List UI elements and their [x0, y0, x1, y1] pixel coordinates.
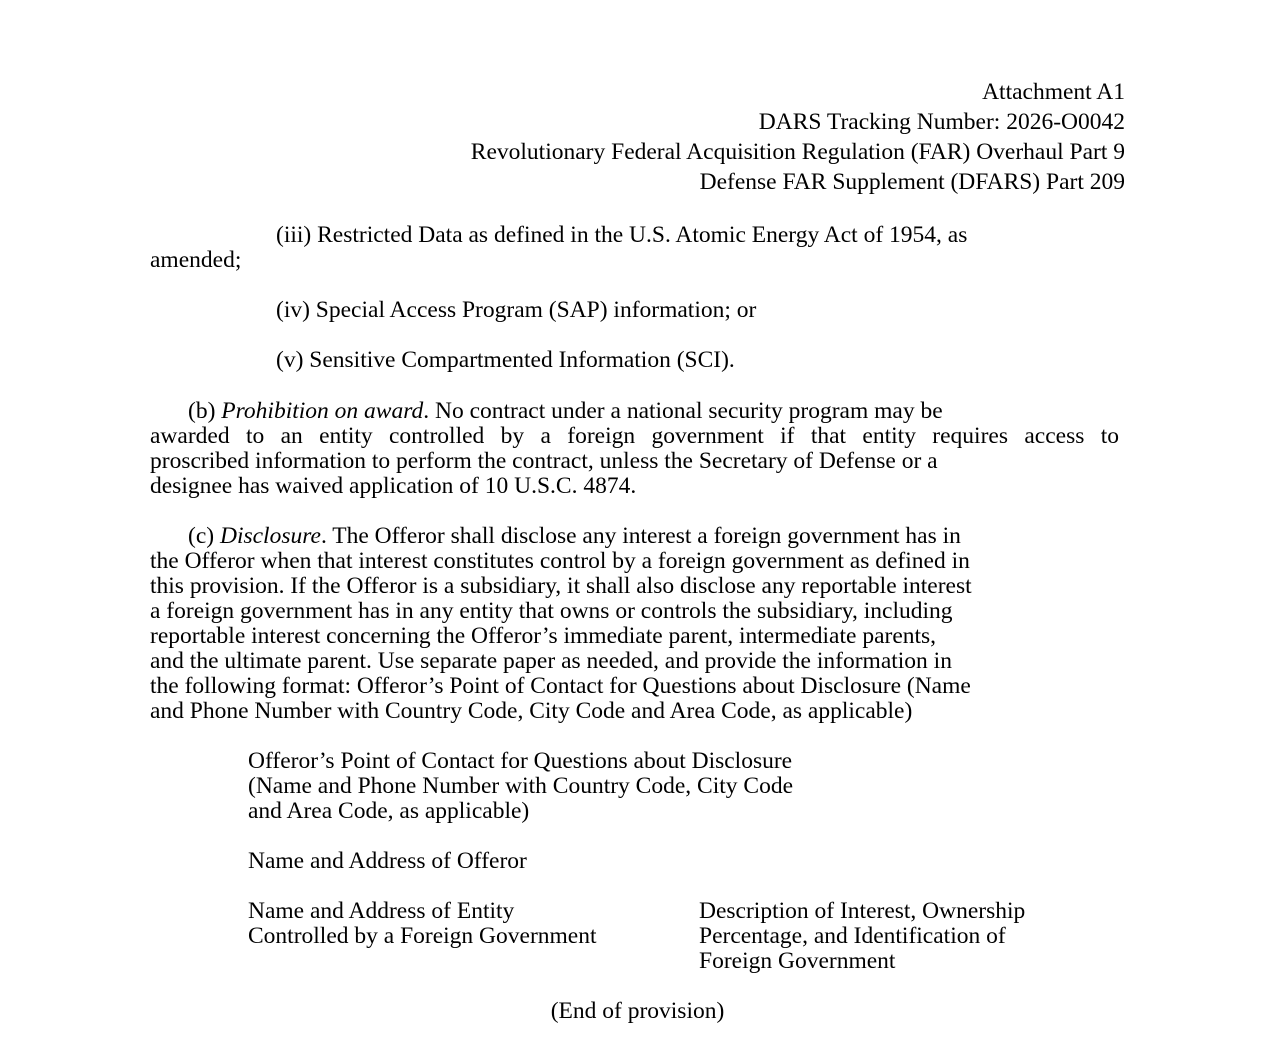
attachment-label: Attachment A1 — [982, 79, 1125, 105]
poc-label-line-3: and Area Code, as applicable) — [248, 798, 530, 824]
offeror-name-address-label: Name and Address of Offeror — [248, 848, 527, 874]
para-c-label: (c) — [188, 523, 220, 549]
para-c-line-8: and Phone Number with Country Code, City Code and Area Code, as applicable) — [150, 698, 913, 724]
para-c-line-1 — [188, 525, 961, 549]
para-c-line-2: the Offeror when that interest constitutes control by a foreign government as defined in — [150, 548, 970, 574]
item-iii-line-1: (iii) Restricted Data as defined in the U.S. Atomic Energy Act of 1954, as — [276, 222, 968, 248]
end-of-provision: (End of provision) — [550, 998, 725, 1024]
para-c-line-5: reportable interest concerning the Offeror’s immediate parent, intermediate parents, — [150, 623, 937, 649]
description-label-line-1: Description of Interest, Ownership — [699, 898, 1026, 924]
para-c-line-4: a foreign government has in any entity that owns or controls the subsidiary, including — [150, 598, 953, 624]
para-c-line-1-rest: . The Offeror shall disclose any interest a foreign government has in — [320, 523, 961, 549]
para-b-line-3: proscribed information to perform the contract, unless the Secretary of Defense or a — [150, 448, 938, 474]
dfars-part: Defense FAR Supplement (DFARS) Part 209 — [699, 169, 1125, 195]
para-c-heading: Disclosure — [219, 523, 321, 549]
entity-label-line-1: Name and Address of Entity — [248, 898, 515, 924]
para-b-line-2: awarded to an entity controlled by a foreign government if that entity requires access to — [150, 423, 1119, 449]
item-v: (v) Sensitive Compartmented Information (SCI). — [276, 347, 735, 373]
para-c-line-3: this provision. If the Offeror is a subsidiary, it shall also disclose any reportable interest — [150, 573, 972, 599]
description-label-line-3: Foreign Government — [699, 948, 896, 974]
para-b-heading: Prohibition on award — [221, 398, 424, 424]
para-b-line-1-rest: . No contract under a national security program may be — [423, 398, 943, 424]
item-iii-line-2: amended; — [150, 247, 242, 273]
para-b-line-1 — [188, 400, 943, 424]
entity-label-line-2: Controlled by a Foreign Government — [248, 923, 597, 949]
far-overhaul-part: Revolutionary Federal Acquisition Regulation (FAR) Overhaul Part 9 — [470, 139, 1125, 165]
para-c-line-7: the following format: Offeror’s Point of Contact for Questions about Disclosure (Name — [150, 673, 971, 699]
dars-tracking-number: DARS Tracking Number: 2026-O0042 — [758, 109, 1125, 135]
description-label-line-2: Percentage, and Identification of — [699, 923, 1006, 949]
para-b-label: (b) — [188, 398, 222, 424]
poc-label-line-2: (Name and Phone Number with Country Code, City Code — [248, 773, 793, 799]
item-iv: (iv) Special Access Program (SAP) information; or — [276, 297, 757, 323]
para-c-line-6: and the ultimate parent. Use separate paper as needed, and provide the information in — [150, 648, 952, 674]
poc-label-line-1: Offeror’s Point of Contact for Questions about Disclosure — [248, 748, 793, 774]
para-b-line-4: designee has waived application of 10 U.S.C. 4874. — [150, 473, 637, 499]
